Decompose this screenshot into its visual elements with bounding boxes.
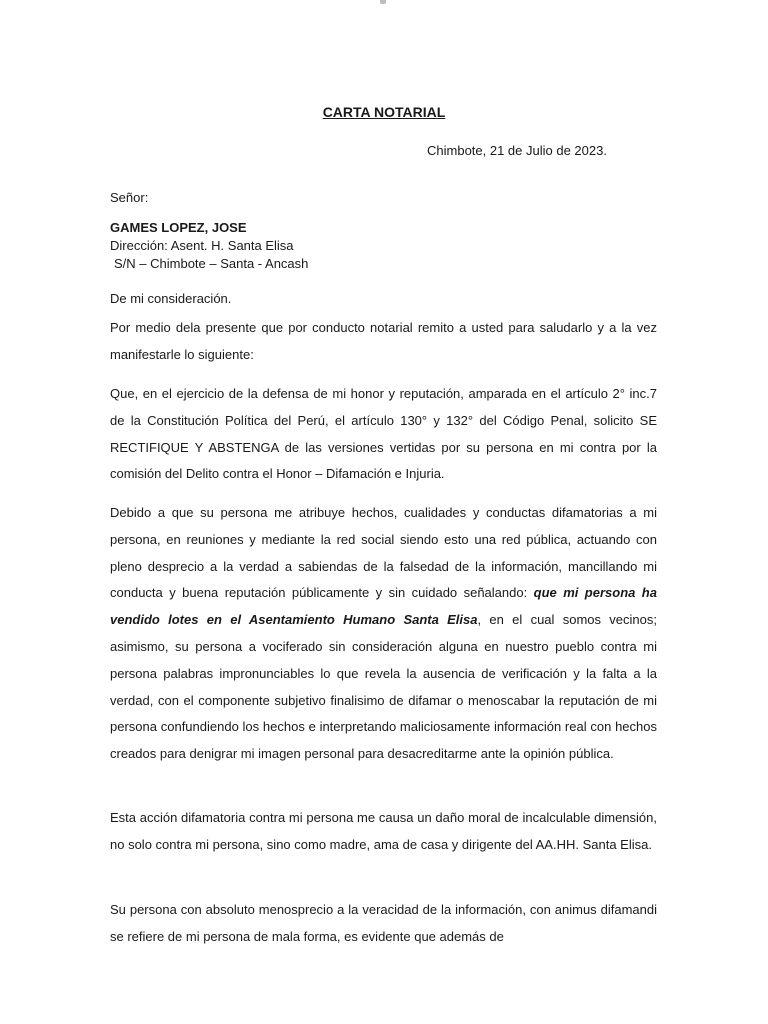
paragraph-damage: Esta acción difamatoria contra mi persona me causa un daño moral de incalculable dimensión, no solo contra mi persona, sino como madre, ama de casa y dirigente del AA.HH. Santa Elisa. <box>110 810 657 852</box>
paragraph-facts-emphasis: que mi persona ha vendido lotes en el Asentamiento Humano Santa Elisa <box>110 585 657 628</box>
paragraph-honor: Que, en el ejercicio de la defensa de mi honor y reputación, amparada en el artículo 2° inc.7 de la Constitución Política del Perú, el artículo 130° y 132° del Código Penal, solicito SE RECTIFIQUE Y ABSTENGA de las versiones vertidas por su persona en mi contra por la comisión del Delito contra el Honor – Difamación e Injuria. <box>110 386 657 482</box>
paragraph-conclusion: Su persona con absoluto menosprecio a la veracidad de la información, con animus difamandi se refiere de mi persona de mala forma, es evidente que además de <box>110 902 657 944</box>
recipient-address-line1: Dirección: Asent. H. Santa Elisa <box>110 238 294 253</box>
recipient-block <box>110 219 308 273</box>
paragraph-facts-before: Debido a que su persona me atribuye hechos, cualidades y conductas difamatorias a mi persona, en reuniones y mediante la red social siendo esto una red pública, actuando con pleno desprecio a la verdad a sabiendas de la falsedad de la información, mancillando mi conducta y buena reputación públicamente y sin cuidado señalando: <box>110 505 657 601</box>
recipient-address-line2: S/N – Chimbote – Santa - Ancash <box>114 256 309 271</box>
salutation: Señor: <box>110 190 149 205</box>
paragraph-facts <box>110 500 657 768</box>
paragraph-intro: Por medio dela presente que por conducto notarial remito a usted para saludarlo y a la vez manifestarle lo siguiente: <box>110 320 657 362</box>
letter-date: Chimbote, 21 de Julio de 2023. <box>427 143 607 158</box>
page-top-mark <box>380 0 386 4</box>
greeting: De mi consideración. <box>110 291 232 306</box>
paragraph-facts-after: , en el cual somos vecinos; asimismo, su persona a vociferado sin consideración alguna en nuestro pueblo contra mi persona palabras impronunciables lo que revela la ausencia de verificación y la falta a la verdad, con el componente subjetivo finalisimo de difamar o menoscabar la reputación de mi persona confundiendo los hechos e interpretando maliciosamente información real con hechos creados para denigrar mi imagen personal para desacreditarme ante la opinión pública. <box>110 612 657 762</box>
recipient-name: GAMES LOPEZ, JOSE <box>110 220 247 235</box>
document-title: CARTA NOTARIAL <box>322 104 446 120</box>
